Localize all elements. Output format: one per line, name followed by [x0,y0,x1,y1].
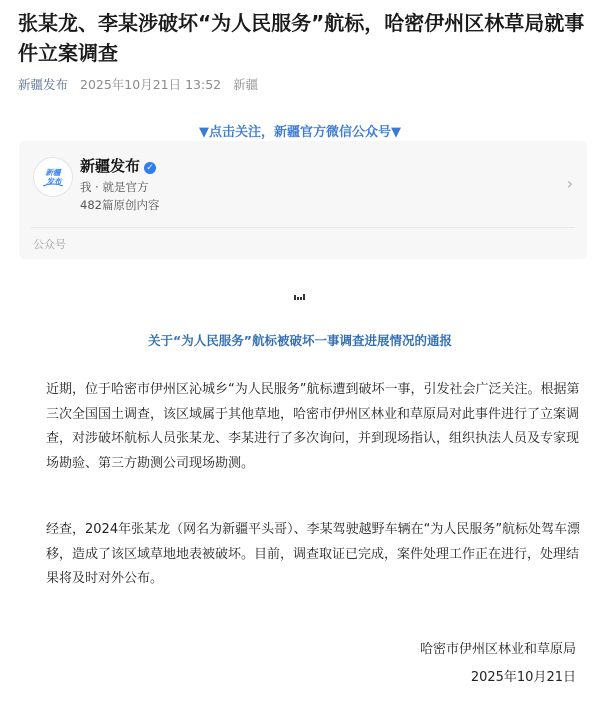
signature-date: 2025年10月21日 [470,670,576,685]
notice-paragraph-1: 近期，位于哈密市伊州区沁城乡“为人民服务”航标遭到破坏一事，引发社会广泛关注。根据第三次全国国土调查，该区域属于其他草地，哈密市伊州区林业和草原局对此事件进行了立案调查，对涉破坏航标人员张某龙、李某进行了多次询问，并到现场指认，组织执法人员及专家现场勘验、第三方勘测公司现场勘测。 [46,382,580,471]
article-location: 新疆 [233,77,259,92]
account-avatar [33,157,73,197]
svg-text:发布: 发布 [46,177,62,186]
svg-text:新疆: 新疆 [45,168,61,177]
account-logo-icon [38,162,68,192]
article-datetime: 2025年10月21日 13:52 [80,77,222,92]
signature-organization: 哈密市伊州区林业和草原局 [419,642,576,657]
account-type-label: 公众号 [33,238,66,251]
chevron-right-icon[interactable]: › [566,174,573,193]
article-source-link[interactable]: 新疆发布 [18,77,69,92]
account-article-count: 482篇原创内容 [80,198,160,212]
notice-paragraph-2: 经查，2024年张某龙（网名为新疆平头哥）、李某驾驶越野车辆在“为人民服务”航标处驾车漂移，造成了该区域草地地表被破坏。目前，调查取证已完成，案件处理工作正在进行，处理结果将及时对外公布。 [46,522,581,587]
article-title: 张某龙、李某涉破坏“为人民服务”航标，哈密伊州区林草局就事件立案调查 [18,11,585,65]
account-name: 新疆发布 ✓ [80,155,156,176]
decorative-bars-icon [294,294,306,300]
article-meta [18,75,266,93]
account-card[interactable] [19,141,587,259]
card-divider [31,227,575,228]
follow-prompt-link[interactable]: ▼点击关注，新疆官方微信公众号▼ [199,125,401,140]
notice-title: 关于“为人民服务”航标被破坏一事调查进展情况的通报 [148,333,452,348]
account-description: 我 · 就是官方 [80,180,149,194]
verified-check-icon: ✓ [144,162,156,174]
